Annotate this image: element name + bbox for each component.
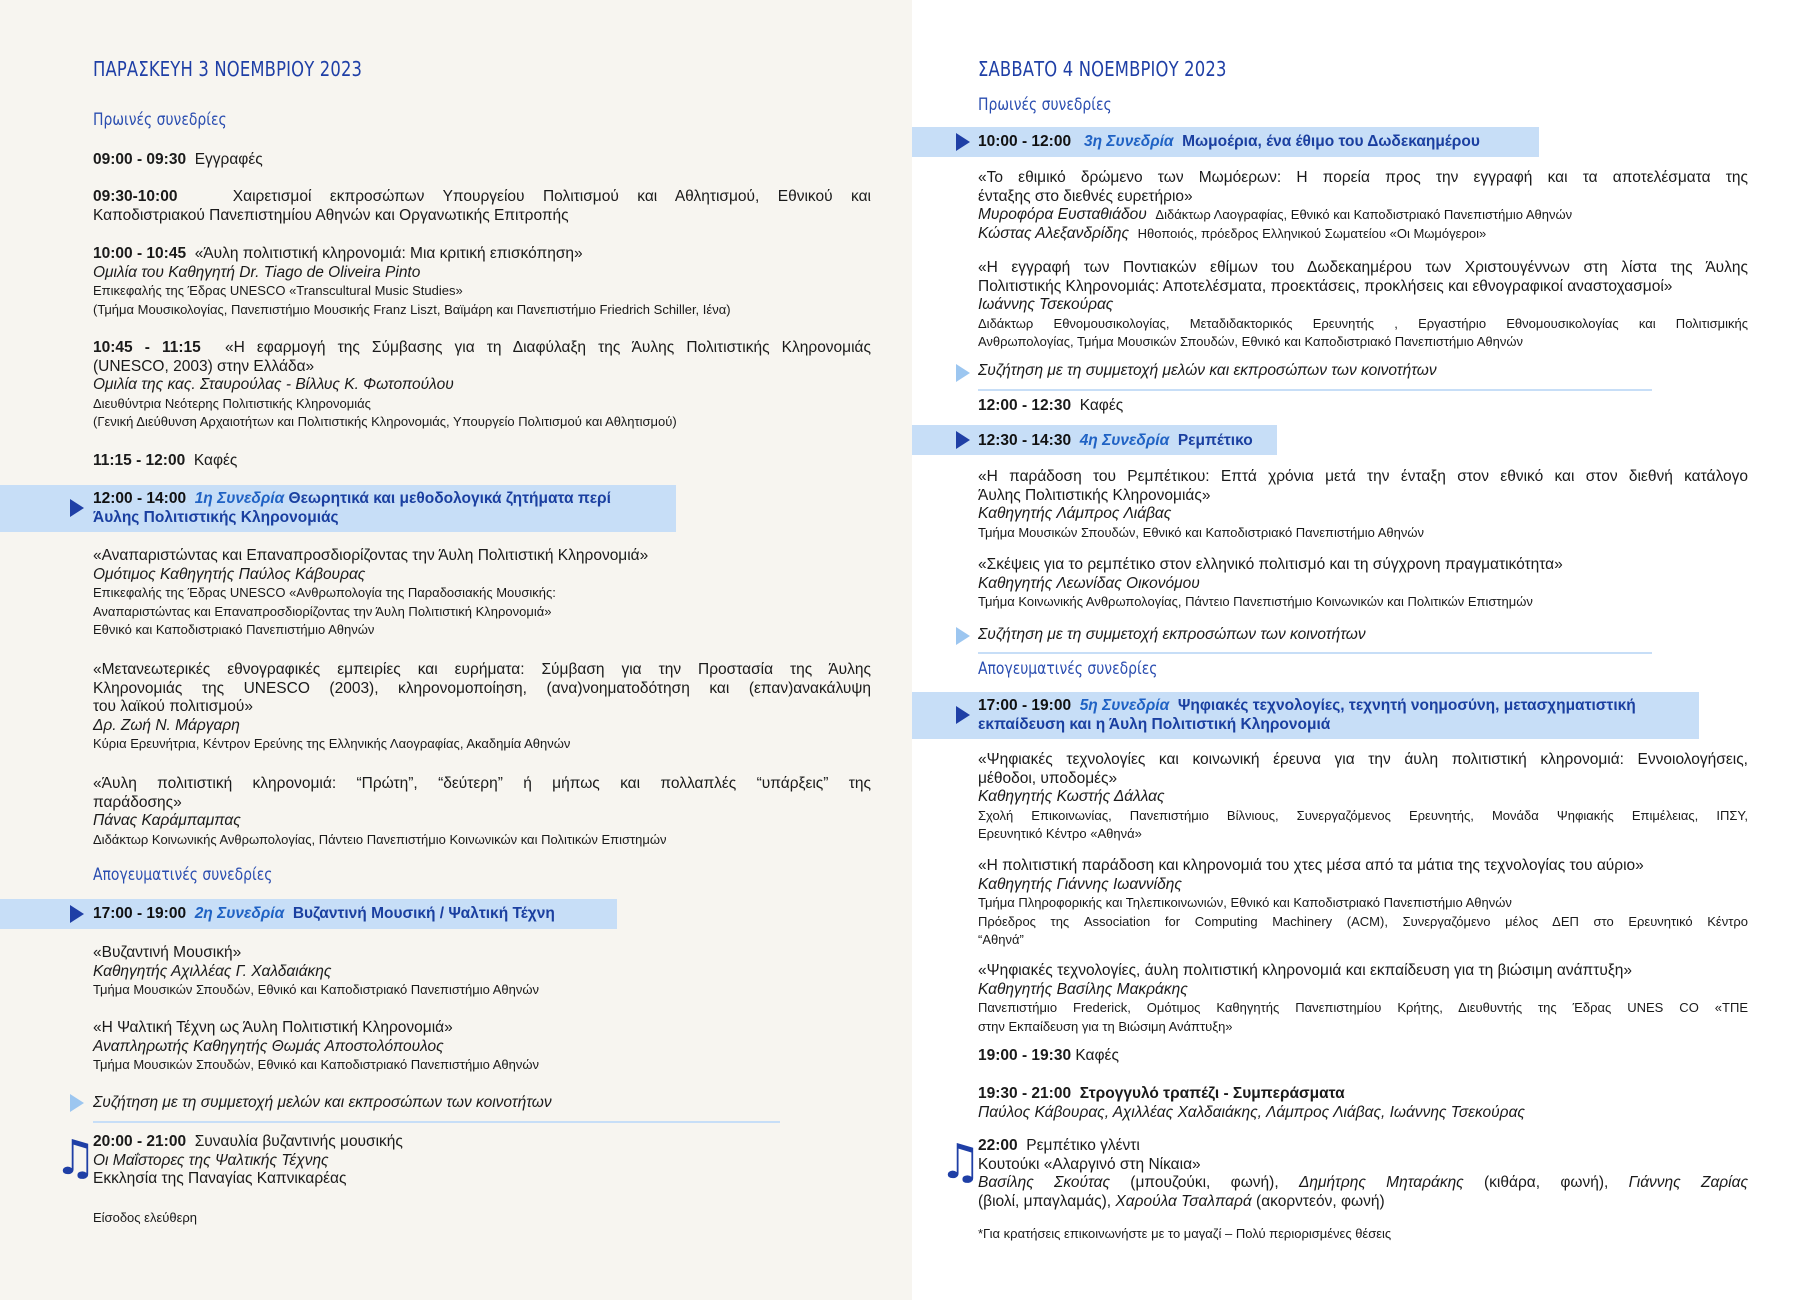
s5-paper1-title-1: «Ψηφιακές τεχνολογίες και κοινωνική έρευνα για την άυλη πολιτιστική κληρονομιά: Εννοιολογήσεις, <box>978 751 1748 768</box>
session4-header <box>978 432 1278 451</box>
coffee1-entry <box>93 452 871 471</box>
s1-paper2 <box>93 661 871 754</box>
saturday-day-title: ΣΑΒΒΑΤΟ 4 ΝΟΕΜΒΡΙΟΥ 2023 <box>978 57 1227 81</box>
s4-paper2-affiliation: Τμήμα Κοινωνικής Ανθρωπολογίας, Πάντειο Πανεπιστήμιο Κοινωνικών και Πολιτικών Επιστημών <box>978 594 1533 609</box>
s1-paper2-speaker: Δρ. Ζωή Ν. Μάργαρη <box>93 716 240 734</box>
s1-paper3-affiliation-1: Διδάκτωρ Κοινωνικής Ανθρωπολογίας, Πάντειο Πανεπιστήμιο Κοινωνικών και Πολιτικών Επιστημών <box>93 831 667 847</box>
s3-paper2-title-2: Πολιτιστικής Κληρονομιάς: Αποτελέσματα, προεκτάσεις, προκλήσεις και εθνογραφικοί αναστοχασμοί» <box>978 277 1673 295</box>
s1-paper1-affiliation-1: Επικεφαλής της Έδρας UNESCO «Ανθρωπολογία της Παραδοσιακής Μουσικής: <box>93 585 556 600</box>
instrument-4: (ακορντεόν, φωνή) <box>1251 1192 1385 1210</box>
session4-label: 4η Συνεδρία <box>1079 432 1170 449</box>
session1-header <box>93 490 673 527</box>
session2-header <box>93 905 613 924</box>
s1-paper3-title-2: παράδοσης» <box>93 793 182 811</box>
registration-text: Εγγραφές <box>194 151 263 168</box>
s2-paper1-title: «Βυζαντινή Μουσική» <box>93 944 242 961</box>
s4-paper1-title-2: Άυλης Πολιτιστικής Κληρονομιάς» <box>978 486 1211 504</box>
glenti-entry <box>978 1137 1748 1211</box>
saturday-morning-title: Πρωινές συνεδρίες <box>978 95 1112 115</box>
s1-paper1-title: «Αναπαριστώντας και Επαναπροσδιορίζοντας την Άυλη Πολιτιστική Κληρονομιά» <box>93 547 649 564</box>
s4-paper1-speaker: Καθηγητής Λάμπρος Λιάβας <box>978 505 1172 522</box>
play-arrow-icon <box>956 133 970 151</box>
s1-paper1-affiliation-2: Αναπαριστώντας και Επαναπροσδιορίζοντας την Άυλη Πολιτιστική Κληρονομιά» <box>93 603 552 619</box>
s3-paper1-speaker-1: Μυροφόρα Ευσταθιάδου <box>978 206 1147 223</box>
musician-2: Δημήτρης Μηταράκης <box>1298 1174 1464 1191</box>
talk2-affiliation-2: (Γενική Διεύθυνση Αρχαιοτήτων και Πολιτιστικής Κληρονομιάς, Υπουργείο Πολιτισμού και Αθλητισμού) <box>93 414 677 429</box>
s3-paper1-speaker-2: Κώστας Αλεξανδρίδης <box>978 224 1130 242</box>
session2-title: Βυζαντινή Μουσική / Ψαλτική Τέχνη <box>292 905 555 922</box>
play-arrow-icon <box>70 905 84 923</box>
session5-title-1: Ψηφιακές τεχνολογίες, τεχνητή νοημοσύνη, μετασχηματιστική <box>1177 697 1636 714</box>
friday-discussion: Συζήτηση με τη συμμετοχή μελών και εκπροσώπων των κοινοτήτων <box>93 1094 552 1111</box>
session1-label: 1η Συνεδρία <box>194 490 285 507</box>
s5-paper3-affiliation-2: στην Εκπαίδευση για τη Βιώσιμη Ανάπτυξη» <box>978 1018 1233 1034</box>
s3-paper1 <box>978 169 1748 243</box>
talk1-title: «Άυλη πολιτιστική κληρονομιά: Μια κριτική επισκόπηση» <box>194 245 583 262</box>
concert-performers: Οι Μαΐστορες της Ψαλτικής Τέχνης <box>93 1151 329 1169</box>
s5-paper2-affiliation-1: Τμήμα Πληροφορικής και Τηλεπικοινωνιών, Εθνικό και Καποδιστριακό Πανεπιστήμιο Αθηνών <box>978 895 1512 910</box>
s4-paper1-title-1: «Η παράδοση του Ρεμπέτικου: Επτά χρόνια μετά την ένταξη στον εθνικό και στον διεθνή κατάλογο <box>978 468 1748 485</box>
saturday-column <box>912 0 1813 1300</box>
session5-header <box>978 697 1698 734</box>
greetings-time: 09:30-10:00 <box>93 188 178 205</box>
talk1-speaker: Ομιλία του Καθηγητή Dr. Tiago de Oliveira Pinto <box>93 263 421 281</box>
talk1-affiliation-1: Επικεφαλής της Έδρας UNESCO «Transcultural Music Studies» <box>93 283 463 298</box>
reservation-note: *Για κρατήσεις επικοινωνήστε με το μαγαζί – Πολύ περιορισμένες θέσεις <box>978 1226 1392 1241</box>
friday-morning-title: Πρωινές συνεδρίες <box>93 110 227 130</box>
glenti-text: Ρεμπέτικο γλέντι <box>1026 1137 1140 1154</box>
s3-paper2 <box>978 259 1748 352</box>
s5-paper3-affiliation-1: Πανεπιστήμιο Frederick, Ομότιμος Καθηγητής Πανεπιστημίου Κρήτης, Διευθυντής της Έδρας UNES CO «ΤΠΕ <box>978 1000 1748 1015</box>
instrument-1: (μπουζούκι, φωνή), <box>1110 1174 1299 1191</box>
concert-venue: Εκκλησία της Παναγίας Καπνικαρέας <box>93 1170 347 1187</box>
talk1-affiliation-2: (Τμήμα Μουσικολογίας, Πανεπιστήμιο Μουσικής Franz Liszt, Βαϊμάρη και Πανεπιστήμιο Friedrich Schiller, Ιένα) <box>93 301 731 317</box>
session2-time: 17:00 - 19:00 <box>93 905 187 922</box>
play-arrow-icon <box>956 431 970 449</box>
coffee1-time: 11:15 - 12:00 <box>93 452 186 469</box>
session3-label: 3η Συνεδρία <box>1083 133 1174 150</box>
s1-paper3-speaker: Πάνας Καράμπαμπας <box>93 812 241 829</box>
music-note-icon: ♫ <box>54 1130 98 1186</box>
greetings-entry <box>93 188 871 225</box>
s2-paper1-speaker: Καθηγητής Αχιλλέας Γ. Χαλδαιάκης <box>93 962 332 980</box>
session3-title: Μωμοέρια, ένα έθιμο του Δωδεκαημέρου <box>1182 133 1480 150</box>
session1-time: 12:00 - 14:00 <box>93 490 187 507</box>
s2-paper2-affiliation: Τμήμα Μουσικών Σπουδών, Εθνικό και Καποδιστριακό Πανεπιστήμιο Αθηνών <box>93 1057 540 1072</box>
s5-paper1-title-2: μέθοδοι, υποδομές» <box>978 769 1118 787</box>
talk1-time: 10:00 - 10:45 <box>93 245 187 262</box>
s4-paper2 <box>978 556 1748 612</box>
s1-paper2-title-1: «Μετανεωτερικές εθνογραφικές εμπειρίες και ευρήματα: Σύμβαση για την Προστασία της Άυλης <box>93 661 871 678</box>
musician-1: Βασίλης Σκούτας <box>978 1174 1110 1191</box>
musician-3: Γιάννης Ζαρίας <box>1628 1174 1748 1191</box>
session5-label: 5η Συνεδρία <box>1079 697 1170 714</box>
s3-paper2-affiliation-1: Διδάκτωρ Εθνομουσικολογίας, Μεταδιδακτορικός Ερευνητής , Εργαστήριο Εθνομουσικολογίας και Πολιτισμικής <box>978 315 1748 331</box>
session4-title: Ρεμπέτικο <box>1177 432 1253 449</box>
music-note-icon: ♫ <box>939 1134 983 1190</box>
greetings-text: Χαιρετισμοί εκπροσώπων Υπουργείου Πολιτισμού και Αθλητισμού, Εθνικού και <box>232 188 871 205</box>
instrument-2: (κιθάρα, φωνή), <box>1463 1174 1629 1191</box>
s4-paper1-affiliation: Τμήμα Μουσικών Σπουδών, Εθνικό και Καποδιστριακό Πανεπιστήμιο Αθηνών <box>978 524 1425 540</box>
session5-time: 17:00 - 19:00 <box>978 697 1072 714</box>
s3-paper1-affiliation-2: Ηθοποιός, πρόεδρος Ελληνικού Σωματείου «Οι Μωμόγεροι» <box>1137 225 1487 241</box>
s5-paper1-affiliation-2: Ερευνητικό Κέντρο «Αθηνά» <box>978 826 1142 841</box>
s1-paper3-title-1: «Άυλη πολιτιστική κληρονομιά: “Πρώτη”, “δεύτερη” ή μήπως και πολλαπλές “υπάρξεις” της <box>93 775 871 792</box>
sat-coffee1-time: 12:00 - 12:30 <box>978 397 1072 414</box>
s3-paper2-affiliation-2: Ανθρωπολογίας, Τμήμα Μουσικών Σπουδών, Εθνικό και Καποδιστριακό Πανεπιστήμιο Αθηνών <box>978 334 1524 349</box>
sat-coffee2-entry <box>978 1047 1748 1066</box>
play-arrow-icon <box>956 706 970 724</box>
sat-coffee2-time: 19:00 - 19:30 <box>978 1047 1072 1064</box>
talk2-speaker: Ομιλία της κας. Σταυρούλας - Βίλλυς Κ. Φωτοπούλου <box>93 376 454 393</box>
registration-entry <box>93 151 871 170</box>
talk2-title-1: «Η εφαρμογή της Σύμβασης για τη Διαφύλαξη της Άυλης Πολιτιστικής Κληρονομιάς <box>224 339 871 356</box>
play-arrow-icon <box>70 499 84 517</box>
s5-paper2-affiliation-3: “Αθηνά” <box>978 932 1024 947</box>
s5-paper3-speaker: Καθηγητής Βασίλης Μακράκης <box>978 980 1188 998</box>
registration-time: 09:00 - 09:30 <box>93 151 187 168</box>
s3-paper2-title-1: «Η εγγραφή των Ποντιακών εθίμων του Δωδεκαημέρου των Χριστουγέννων στη λίστα της Άυλης <box>978 259 1748 276</box>
s2-paper2-speaker: Αναπληρωτής Καθηγητής Θωμάς Αποστολόπουλος <box>93 1037 444 1055</box>
s5-paper1-affiliation-1: Σχολή Επικοινωνίας, Πανεπιστήμιο Βίλνιους, Συνεργαζόμενος Ερευνητής, Μονάδα Ψηφιακής Επιμέλειας, ΙΠΣΥ, <box>978 807 1748 823</box>
session3-time: 10:00 - 12:00 <box>978 133 1072 150</box>
s3-paper1-title-1: «Το εθιμικό δρώμενο των Μωμόερων: Η πορεία προς την εγγραφή και τα αποτελέσματα της <box>978 169 1748 186</box>
s3-paper1-affiliation-1: Διδάκτωρ Λαογραφίας, Εθνικό και Καποδιστριακό Πανεπιστήμιο Αθηνών <box>1155 207 1573 222</box>
s1-paper2-title-2: Κληρονομιάς της UNESCO (2003), κληρονομοποίηση, (ανα)νοηματοδότηση και (επαν)ανακάλυψη <box>93 679 871 697</box>
session3-header <box>978 133 1538 152</box>
s4-paper1 <box>978 468 1748 542</box>
s5-paper1-speaker: Καθηγητής Κωστής Δάλλας <box>978 788 1165 805</box>
s5-paper2 <box>978 857 1748 950</box>
musician-4: Χαρούλα Τσαλπαρά <box>1115 1192 1252 1210</box>
roundtable-time: 19:30 - 21:00 <box>978 1085 1072 1102</box>
play-arrow-icon <box>956 627 970 645</box>
s2-paper2 <box>93 1019 871 1075</box>
talk2-affiliation-1: Διευθύντρια Νεότερης Πολιτιστικής Κληρονομιάς <box>93 395 371 411</box>
session5-title-2: εκπαίδευση και η Άυλη Πολιτιστική Κληρονομιά <box>978 715 1331 733</box>
talk2-title-2: (UNESCO, 2003) στην Ελλάδα» <box>93 357 315 375</box>
s1-paper3 <box>93 775 871 849</box>
divider <box>93 1121 780 1123</box>
s5-paper2-affiliation-2: Πρόεδρος της Association for Computing Machinery (ACM), Συνεργαζόμενο μέλος ΔΕΠ στο Ερευνητικό Κέντρο <box>978 913 1748 929</box>
instrument-3: (βιολί, μπαγλαμάς), <box>978 1192 1116 1210</box>
greetings-text-2: Καποδιστριακού Πανεπιστημίου Αθηνών και Οργανωτικής Επιτροπής <box>93 206 569 224</box>
s3-paper2-speaker: Ιωάννης Τσεκούρας <box>978 296 1114 313</box>
s3-paper1-title-2: ένταξης στο διεθνές ευρετήριο» <box>978 187 1193 205</box>
s2-paper2-title: «Η Ψαλτική Τέχνη ως Άυλη Πολιτιστική Κληρονομιά» <box>93 1019 453 1036</box>
sat-coffee1-text: Καφές <box>1079 397 1124 414</box>
concert-entry <box>93 1133 871 1189</box>
session1-title-2: Άυλης Πολιτιστικής Κληρονομιάς <box>93 508 339 526</box>
concert-time: 20:00 - 21:00 <box>93 1133 187 1150</box>
glenti-time: 22:00 <box>978 1137 1018 1154</box>
s5-paper2-speaker: Καθηγητής Γιάννης Ιωαννίδης <box>978 875 1182 893</box>
saturday-afternoon-title: Απογευματινές συνεδρίες <box>978 659 1158 679</box>
play-arrow-icon <box>956 364 970 382</box>
sat-coffee2-text: Καφές <box>1075 1047 1119 1064</box>
session4-time: 12:30 - 14:30 <box>978 432 1072 449</box>
talk2-time: 10:45 - 11:15 <box>93 339 201 356</box>
roundtable-entry <box>978 1085 1748 1122</box>
divider <box>978 389 1652 391</box>
s1-paper1-affiliation-3: Εθνικό και Καποδιστριακό Πανεπιστήμιο Αθηνών <box>93 622 375 637</box>
s5-paper1 <box>978 751 1748 844</box>
talk1-entry <box>93 245 871 319</box>
saturday-discussion-2: Συζήτηση με τη συμμετοχή εκπροσώπων των κοινοτήτων <box>978 626 1366 643</box>
session1-title-1: Θεωρητικά και μεθοδολογικά ζητήματα περί <box>288 490 611 507</box>
s2-paper1-affiliation: Τμήμα Μουσικών Σπουδών, Εθνικό και Καποδιστριακό Πανεπιστήμιο Αθηνών <box>93 982 540 997</box>
roundtable-text: Στρογγυλό τραπέζι - Συμπεράσματα <box>1079 1085 1345 1102</box>
friday-day-title: ΠΑΡΑΣΚΕΥΗ 3 ΝΟΕΜΒΡΙΟΥ 2023 <box>93 57 363 81</box>
saturday-discussion-1: Συζήτηση με τη συμμετοχή μελών και εκπροσώπων των κοινοτήτων <box>978 362 1437 379</box>
roundtable-names: Παύλος Κάβουρας, Αχιλλέας Χαλδαιάκης, Λάμπρος Λιάβας, Ιωάννης Τσεκούρας <box>978 1103 1525 1121</box>
s4-paper2-title: «Σκέψεις για το ρεμπέτικο στον ελληνικό πολιτισμό και τη σύγχρονη πραγματικότητα» <box>978 556 1563 573</box>
s5-paper2-title: «Η πολιτιστική παράδοση και κληρονομιά του χτες μέσα από τα μάτια της τεχνολογίας του αύριο» <box>978 857 1644 874</box>
play-arrow-icon <box>70 1094 84 1112</box>
entry-note: Είσοδος ελεύθερη <box>93 1210 198 1225</box>
s1-paper2-title-3: του λαϊκού πολιτισμού» <box>93 698 253 715</box>
glenti-venue: Κουτούκι «Αλαργινό στη Νίκαια» <box>978 1155 1201 1173</box>
concert-text: Συναυλία βυζαντινής μουσικής <box>194 1133 403 1150</box>
s5-paper3-title: «Ψηφιακές τεχνολογίες, άυλη πολιτιστική κληρονομιά και εκπαίδευση για τη βιώσιμη ανάπτυξη» <box>978 962 1633 979</box>
s1-paper1 <box>93 547 871 640</box>
s5-paper3 <box>978 962 1748 1036</box>
s1-paper1-speaker: Ομότιμος Καθηγητής Παύλος Κάβουρας <box>93 565 366 583</box>
talk2-entry <box>93 339 871 432</box>
divider <box>978 652 1652 654</box>
s4-paper2-speaker: Καθηγητής Λεωνίδας Οικονόμου <box>978 574 1200 592</box>
s2-paper1 <box>93 944 871 1000</box>
sat-coffee1-entry <box>978 397 1748 416</box>
friday-afternoon-title: Απογευματινές συνεδρίες <box>93 865 273 885</box>
session2-label: 2η Συνεδρία <box>194 905 285 922</box>
s1-paper2-affiliation-1: Κύρια Ερευνήτρια, Κέντρον Ερεύνης της Ελληνικής Λαογραφίας, Ακαδημία Αθηνών <box>93 736 571 751</box>
coffee1-text: Καφές <box>193 452 238 469</box>
